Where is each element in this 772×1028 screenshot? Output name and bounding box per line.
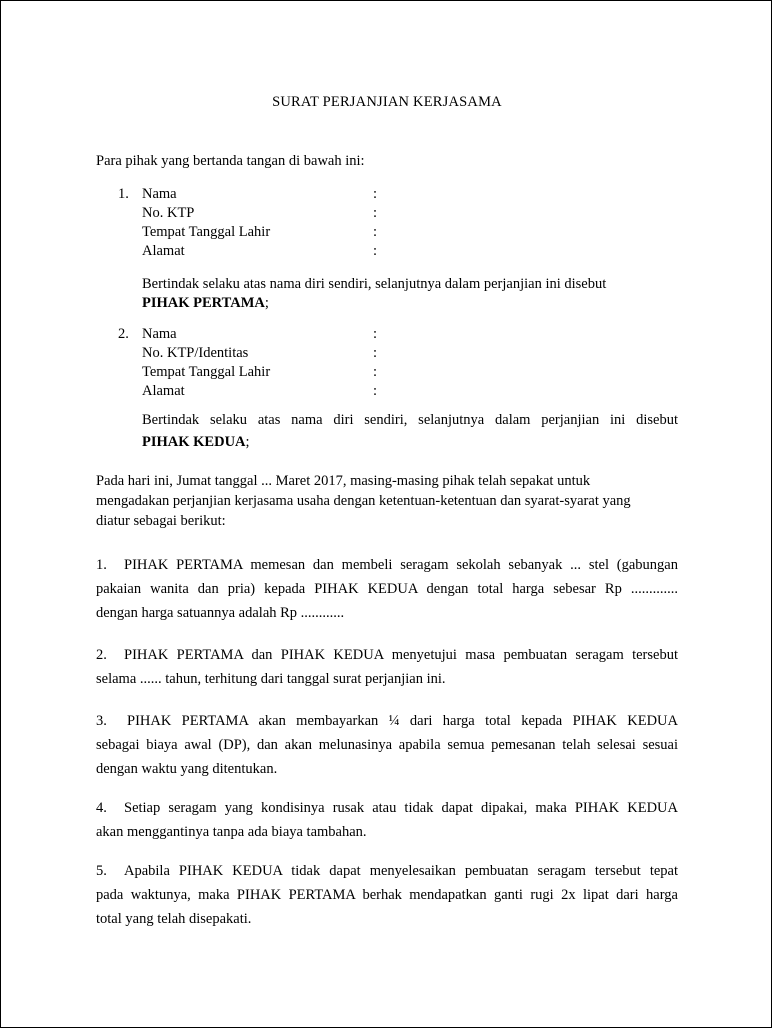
document-title: SURAT PERJANJIAN KERJASAMA xyxy=(272,94,502,110)
party-1-name: PIHAK PERTAMA xyxy=(142,295,265,311)
party-1-colon-birth: : xyxy=(373,224,378,240)
clause-line: PIHAK PERTAMA memesan dan membeli seragam sekolah sebanyak ... stel (gabungan xyxy=(124,557,678,573)
agreement-paragraph xyxy=(96,471,656,531)
clause-line: dengan harga satuannya adalah Rp ............ xyxy=(96,605,345,621)
clause-2-text xyxy=(96,643,678,691)
clause-line: pakaian wanita dan pria) kepada PIHAK KEDUA dengan total harga sebesar Rp ............. xyxy=(96,581,678,597)
clause-line: selama ...... tahun, terhitung dari tanggal surat perjanjian ini. xyxy=(96,671,446,687)
party-1-field-name: Nama xyxy=(142,186,177,202)
party-2-field-birth: Tempat Tanggal Lahir xyxy=(142,364,271,380)
agreement-line: Pada hari ini, Jumat tanggal ... Maret 2017, masing-masing pihak telah sepakat untuk xyxy=(96,473,591,489)
clause-3-text xyxy=(96,709,678,781)
clause-4-number: 4. xyxy=(96,800,107,816)
clause-line: total yang telah disepakati. xyxy=(96,911,252,927)
clause-5-number: 5. xyxy=(96,863,107,879)
clause-4-text xyxy=(96,796,678,844)
clause-line: pada waktunya, maka PIHAK PERTAMA berhak mendapatkan ganti rugi 2x lipat dari harga xyxy=(96,887,678,903)
party-2-colon-name: : xyxy=(373,326,378,342)
agreement-line: diatur sebagai berikut: xyxy=(96,513,226,529)
clause-line: PIHAK PERTAMA dan PIHAK KEDUA menyetujui masa pembuatan seragam tersebut xyxy=(124,647,678,663)
party-2-field-ktp: No. KTP/Identitas xyxy=(142,345,249,361)
party-2-name: PIHAK KEDUA xyxy=(142,434,246,450)
party-1-colon-ktp: : xyxy=(373,205,378,221)
clause-3-number: 3. xyxy=(96,713,107,729)
clause-1-number: 1. xyxy=(96,557,107,573)
party-2-name-suffix: ; xyxy=(245,434,250,450)
party-2-description: Bertindak selaku atas nama diri sendiri, selanjutnya dalam perjanjian ini disebut xyxy=(142,412,678,428)
clause-line: Apabila PIHAK KEDUA tidak dapat menyelesaikan pembuatan seragam tersebut tepat xyxy=(124,863,678,879)
clause-2-number: 2. xyxy=(96,647,107,663)
party-2-field-name: Nama xyxy=(142,326,177,342)
clause-line: PIHAK PERTAMA akan membayarkan ¼ dari harga total kepada PIHAK KEDUA xyxy=(127,713,678,729)
party-2-number: 2. xyxy=(118,326,129,342)
party-2-colon-ktp: : xyxy=(373,345,378,361)
clause-5-text xyxy=(96,859,678,931)
agreement-line: mengadakan perjanjian kerjasama usaha dengan ketentuan-ketentuan dan syarat-syarat yang xyxy=(96,493,631,509)
party-2-description-block xyxy=(142,411,678,430)
party-1-number: 1. xyxy=(118,186,129,202)
party-1-field-birth: Tempat Tanggal Lahir xyxy=(142,224,271,240)
intro-text: Para pihak yang bertanda tangan di bawah ini: xyxy=(96,153,365,169)
party-1-designation xyxy=(142,294,269,313)
clause-1-text xyxy=(96,553,678,625)
clause-line: akan menggantinya tanpa ada biaya tambahan. xyxy=(96,824,367,840)
party-2-colon-address: : xyxy=(373,383,378,399)
clause-line: sebagai biaya awal (DP), dan akan melunasinya apabila semua pemesanan telah selesai sesuai xyxy=(96,737,678,753)
party-1-field-ktp: No. KTP xyxy=(142,205,195,221)
party-1-field-address: Alamat xyxy=(142,243,185,259)
clause-line: Setiap seragam yang kondisinya rusak atau tidak dapat dipakai, maka PIHAK KEDUA xyxy=(124,800,678,816)
party-1-colon-name: : xyxy=(373,186,378,202)
party-1-description: Bertindak selaku atas nama diri sendiri, selanjutnya dalam perjanjian ini disebut xyxy=(142,276,607,292)
party-2-colon-birth: : xyxy=(373,364,378,380)
clause-line: dengan waktu yang ditentukan. xyxy=(96,761,278,777)
party-1-name-suffix: ; xyxy=(264,295,269,311)
party-2-designation xyxy=(142,433,250,452)
party-2-field-address: Alamat xyxy=(142,383,185,399)
party-1-colon-address: : xyxy=(373,243,378,259)
